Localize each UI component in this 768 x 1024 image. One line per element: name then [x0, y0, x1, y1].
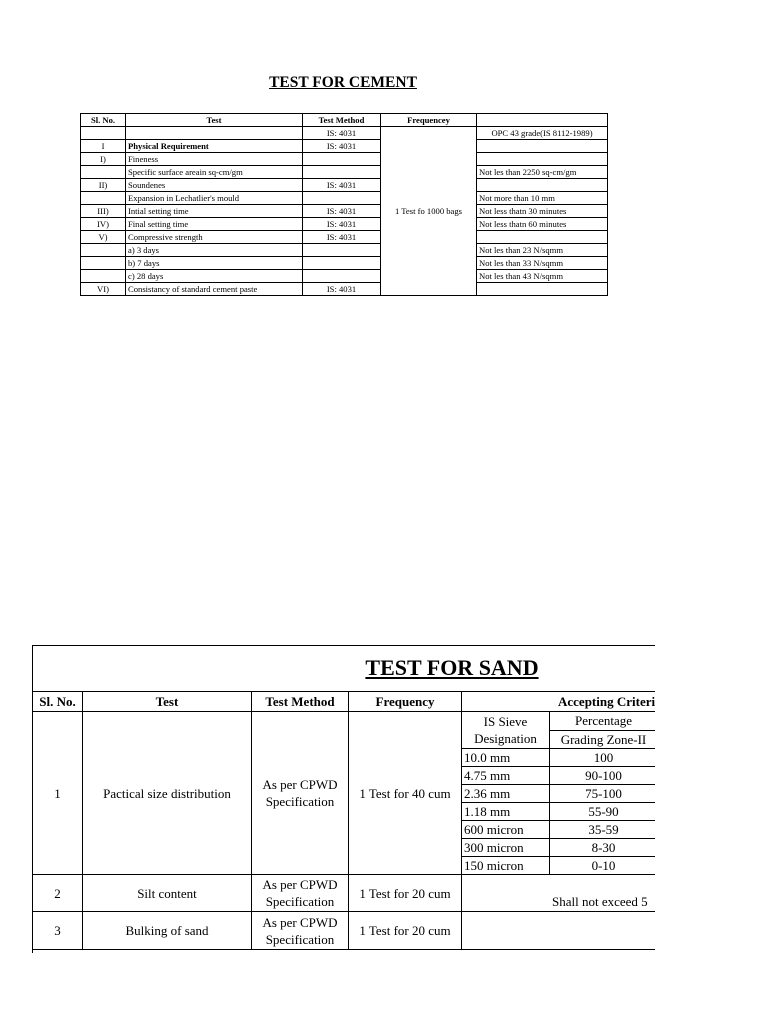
sieve-size: 1.18 mm: [462, 803, 550, 821]
cell-sl: [81, 127, 126, 140]
header-criteria: [477, 114, 608, 127]
cell-test: Consistancy of standard cement paste: [126, 283, 303, 296]
header-sl-no: Sl. No.: [81, 114, 126, 127]
sand-title: TEST FOR SAND: [365, 655, 539, 680]
grading-zone-header: Grading Zone-II: [550, 730, 656, 749]
sieve-header-line: Designation: [474, 731, 537, 746]
table-row: [81, 257, 608, 270]
table-row: [81, 270, 608, 283]
cell-sl: [81, 270, 126, 283]
cell-criteria: [477, 283, 608, 296]
cell-criteria: Shall not exceed 5: [462, 875, 656, 912]
cell-method: IS: 4031: [303, 231, 381, 244]
cell-criteria: Not les than 2250 sq-cm/gm: [477, 166, 608, 179]
cell-criteria: [477, 153, 608, 166]
sand-header-row: [33, 692, 656, 712]
cell-method: IS: 4031: [303, 179, 381, 192]
sand-section: [32, 645, 655, 953]
cell-test: Physical Requirement: [126, 140, 303, 153]
cell-test: Intial setting time: [126, 205, 303, 218]
cell-criteria: Not les than 33 N/sqmm: [477, 257, 608, 270]
header-test-method: Test Method: [303, 114, 381, 127]
cell-sl: [81, 244, 126, 257]
cell-method: [303, 270, 381, 283]
cell-method: [252, 875, 349, 912]
sand-table: [32, 691, 655, 950]
method-line: As per CPWD: [262, 777, 338, 792]
cell-test: a) 3 days: [126, 244, 303, 257]
sieve-size: 300 micron: [462, 839, 550, 857]
cell-sl: V): [81, 231, 126, 244]
cement-title: TEST FOR CEMENT: [269, 74, 417, 91]
cell-criteria: [477, 179, 608, 192]
cell-sl: VI): [81, 283, 126, 296]
sieve-percentage: 8-30: [550, 839, 656, 857]
cell-sl: 1: [33, 712, 83, 875]
sieve-header-line: IS Sieve: [483, 714, 528, 729]
table-row: [81, 205, 608, 218]
method-line: Specification: [265, 894, 335, 909]
cell-test: Silt content: [83, 875, 252, 912]
cell-method: IS: 4031: [303, 283, 381, 296]
sieve-size: 10.0 mm: [462, 749, 550, 767]
cell-sl: III): [81, 205, 126, 218]
table-row: [81, 140, 608, 153]
cell-sl: [81, 257, 126, 270]
percentage-header: Percentage: [550, 712, 656, 731]
table-row: [81, 127, 608, 140]
method-line: As per CPWD: [262, 914, 338, 930]
cell-method: [303, 166, 381, 179]
cell-sl: IV): [81, 218, 126, 231]
cell-frequency: 1 Test for 20 cum: [349, 912, 462, 950]
cell-criteria: Not les than 43 N/sqmm: [477, 270, 608, 283]
sieve-size: 600 micron: [462, 821, 550, 839]
cell-criteria: Not less thatn 30 minutes: [477, 205, 608, 218]
method-line: Specification: [265, 794, 335, 809]
cell-criteria: [477, 140, 608, 153]
header-test: Test: [126, 114, 303, 127]
table-row: [33, 912, 656, 950]
cell-frequency: 1 Test for 40 cum: [349, 712, 462, 875]
cement-header-row: [81, 114, 608, 127]
header-test: Test: [83, 692, 252, 712]
table-row: [81, 283, 608, 296]
table-row: [81, 231, 608, 244]
cell-frequency: 1 Test for 20 cum: [349, 875, 462, 912]
cell-sl: I: [81, 140, 126, 153]
method-line: As per CPWD: [262, 877, 338, 892]
table-row: [81, 192, 608, 205]
table-row: [81, 218, 608, 231]
cell-method: IS: 4031: [303, 127, 381, 140]
header-accepting-criteria: Accepting Criteri: [462, 692, 656, 712]
method-line: Specification: [265, 931, 335, 947]
cell-criteria: [477, 231, 608, 244]
cell-method: IS: 4031: [303, 218, 381, 231]
table-row: [81, 179, 608, 192]
cell-sl: II): [81, 179, 126, 192]
cement-table: [80, 113, 608, 296]
cell-test: Fineness: [126, 153, 303, 166]
table-row: [81, 244, 608, 257]
sieve-percentage: 90-100: [550, 767, 656, 785]
sieve-percentage: 35-59: [550, 821, 656, 839]
sieve-size: 2.36 mm: [462, 785, 550, 803]
cell-test: Final setting time: [126, 218, 303, 231]
cell-test: Soundenes: [126, 179, 303, 192]
cell-method: [303, 192, 381, 205]
cell-criteria: Not les than 23 N/sqmm: [477, 244, 608, 257]
cell-method: IS: 4031: [303, 205, 381, 218]
table-row: [33, 712, 656, 731]
header-frequency: Frequency: [349, 692, 462, 712]
cell-method: [303, 244, 381, 257]
cell-sl: [81, 166, 126, 179]
sieve-percentage: 75-100: [550, 785, 656, 803]
cell-sl: I): [81, 153, 126, 166]
sieve-percentage: 55-90: [550, 803, 656, 821]
sieve-header: [462, 712, 550, 749]
cell-frequency: 1 Test fo 1000 bags: [381, 127, 477, 296]
cell-criteria: Not less thatn 60 minutes: [477, 218, 608, 231]
cell-method: IS: 4031: [303, 140, 381, 153]
cell-method: [252, 912, 349, 950]
header-frequency: Frequencey: [381, 114, 477, 127]
table-row: [33, 875, 656, 912]
cell-test: Compressive strength: [126, 231, 303, 244]
cell-test: [126, 127, 303, 140]
cell-test: Pactical size distribution: [83, 712, 252, 875]
sieve-percentage: 0-10: [550, 857, 656, 875]
cell-sl: 2: [33, 875, 83, 912]
cell-sl: [81, 192, 126, 205]
cell-method: [303, 257, 381, 270]
cell-criteria: OPC 43 grade(IS 8112-1989): [477, 127, 608, 140]
cell-test: c) 28 days: [126, 270, 303, 283]
header-sl-no: Sl. No.: [33, 692, 83, 712]
sieve-size: 4.75 mm: [462, 767, 550, 785]
sieve-percentage: 100: [550, 749, 656, 767]
cell-criteria: Not more than 10 mm: [477, 192, 608, 205]
cell-test: Bulking of sand: [83, 912, 252, 950]
header-test-method: Test Method: [252, 692, 349, 712]
cell-test: Specific surface areain sq-cm/gm: [126, 166, 303, 179]
sieve-size: 150 micron: [462, 857, 550, 875]
sand-frame: [32, 645, 655, 953]
table-row: [81, 153, 608, 166]
cell-test: b) 7 days: [126, 257, 303, 270]
cell-criteria: [462, 912, 656, 950]
table-row: [81, 166, 608, 179]
cell-sl: 3: [33, 912, 83, 950]
cell-test: Expansion in Lechatlier's mould: [126, 192, 303, 205]
cell-method: [303, 153, 381, 166]
cell-method: [252, 712, 349, 875]
